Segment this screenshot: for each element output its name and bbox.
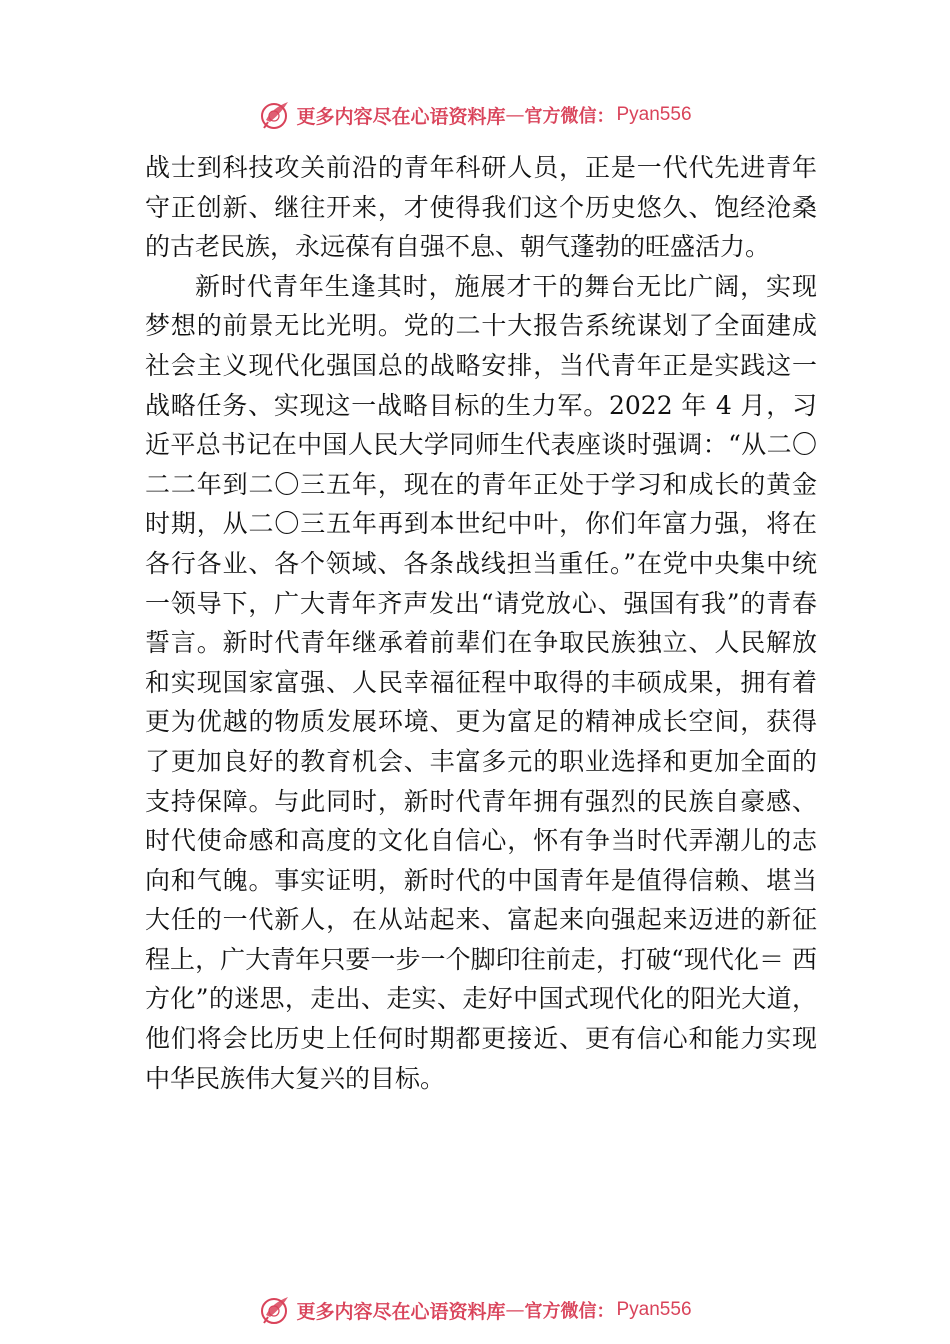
banner-wechat-id: Pyan556 [616,1299,692,1320]
document-body [145,148,817,1098]
paragraph-1: 战士到科技攻关前沿的青年科研人员，正是一代代先进青年守正创新、继往开来，才使得我们这个历史悠久、饱经沧桑的古老民族，永远葆有自强不息、朝气蓬勃的旺盛活力。 [145,153,817,262]
banner-wechat-id: Pyan556 [616,104,692,125]
paragraph-2: 新时代青年生逢其时，施展才干的舞台无比广阔，实现梦想的前景无比光明。党的二十大报告系统谋划了全面建成社会主义现代化强国总的战略安排，当代青年正是实践这一战略任务、实现这一战略目标的生力军。2022 年 4 月，习近平总书记在中国人民大学同师生代表座谈时强调：“从二〇二二年到二〇三五年，现在的青年正处于学习和成长的黄金时期，从二〇三五年再到本世纪中叶，你们年富力强，将在各行各业、各个领域、各条战线担当重任。”在党中央集中统一领导下，广大青年齐声发出“请党放心、强国有我”的青春誓言。新时代青年继承着前辈们在争取民族独立、人民解放和实现国家富强、人民幸福征程中取得的丰硕成果，拥有着更为优越的物质发展环境、更为富足的精神成长空间，获得了更加良好的教育机会、丰富多元的职业选择和更加全面的支持保障。与此同时，新时代青年拥有强烈的民族自豪感、时代使命感和高度的文化自信心，怀有争当时代弄潮儿的志向和气魄。事实证明，新时代的中国青年是值得信赖、堪当大任的一代新人，在从站起来、富起来向强起来迈进的新征程上，广大青年只要一步一个脚印往前走，打破“现代化＝ 西方化”的迷思，走出、走实、走好中国式现代化的阳光大道，他们将会比历史上任何时期都更接近、更有信心和能力实现中华民族伟大复兴的目标。 [145,271,817,1093]
quill-pen-logo-icon [258,1293,292,1327]
footer-banner [0,1290,950,1330]
banner-title: 更多内容尽在心语资料库 [296,105,506,128]
banner-wechat-label: 官方微信： [524,1301,615,1322]
banner-title: 更多内容尽在心语资料库 [296,1300,506,1323]
quill-pen-logo-icon [258,98,292,132]
banner-wechat-label: 官方微信： [524,106,615,127]
banner-dash: — [505,104,525,126]
banner-dash: — [505,1299,525,1321]
header-banner [0,95,950,135]
